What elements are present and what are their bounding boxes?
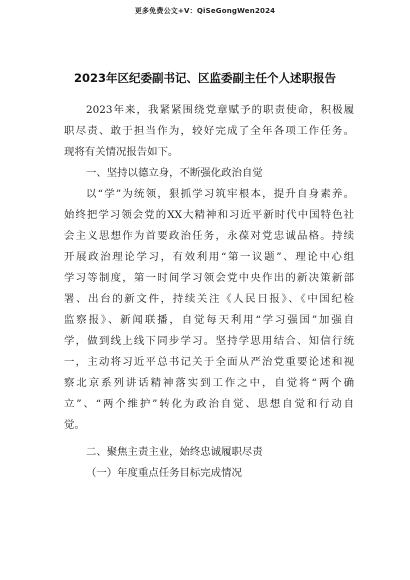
body-line: 开展政治理论学习，有效利用“第一议题”、理论中心组 (64, 251, 354, 263)
body-line: 觉。 (64, 419, 85, 431)
body-line: 会主义思想作为首要政治任务，永葆对党忠诚品格。持续 (64, 230, 354, 242)
body-line: 以“学”为统领，狠抓学习筑牢根本，提升自身素养。 (86, 188, 354, 200)
subsection-heading: （一）年度重点任务目标完成情况 (86, 467, 242, 479)
body-line: 学，做到线上线下同步学习。坚持学思用结合、知信行统 (64, 335, 354, 347)
body-line: 2023年来，我紧紧围绕党章赋予的职责使命，积极履 (86, 104, 354, 116)
body-line: 察北京系列讲话精神落实到工作之中，自觉将“两个确 (64, 377, 354, 389)
body-line: 始终把学习领会党的XX大精神和习近平新时代中国特色社 (64, 209, 354, 221)
body-line: 现将有关情况报告如下。 (64, 146, 179, 158)
body-line: 一，主动将习近平总书记关于全面从严治党重要论述和视 (64, 356, 354, 368)
page-header: 更多免费公文+V：QiSeGongWen2024 (134, 7, 276, 15)
body-line: 署、出台的新文件，持续关注《人民日报》、《中国纪检 (64, 293, 354, 305)
section-heading: 二、聚焦主责主业，始终忠诚履职尽责 (86, 446, 263, 458)
body-line: 职尽责、敢于担当作为，较好完成了全年各项工作任务。 (64, 125, 354, 137)
body-line: 学习等制度，第一时间学习领会党中央作出的新决策新部 (64, 272, 354, 284)
body-line: 监察报》、新闻联播，自觉每天利用“学习强国”加强自 (64, 314, 354, 326)
body-line: 立”、“两个维护”转化为政治自觉、思想自觉和行动自 (64, 398, 354, 410)
document-title: 2023年区纪委副书记、区监委副主任个人述职报告 (73, 71, 336, 85)
section-heading: 一、坚持以德立身，不断强化政治自觉 (86, 167, 263, 179)
